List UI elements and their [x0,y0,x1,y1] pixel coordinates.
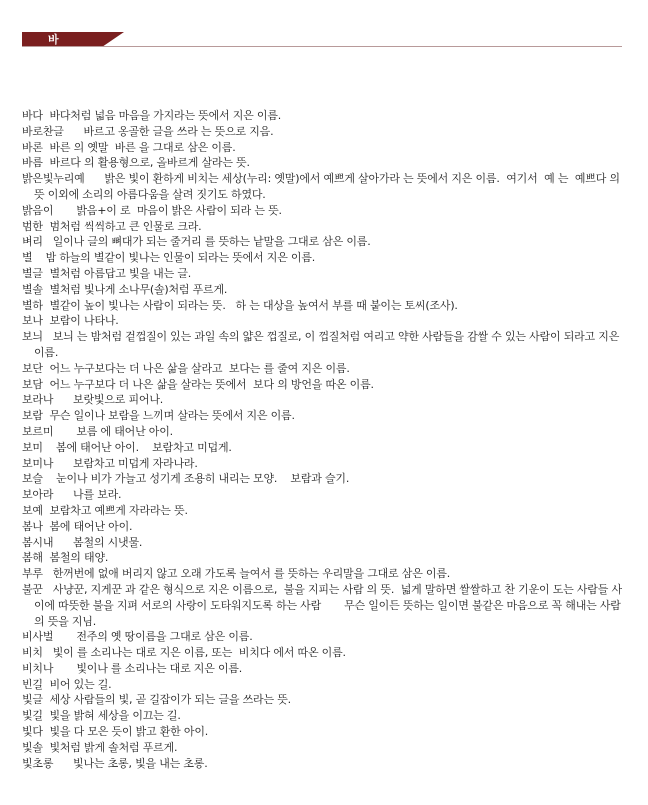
name-entry: 비치나 빛이나 를 소리나는 대로 지은 이름. [22,661,243,675]
name-entry-list [22,108,622,771]
name-entry: 밝음이 밝음+이 로 마음이 밝은 사람이 되라 는 뜻. [22,203,282,217]
name-entry: 보늬 보늬 는 밤처럼 겉껍질이 있는 과일 속의 얇은 껍질로, 이 껍질처럼 여리고 약한 사람들을 감쌀 수 있는 사람이 되라고 지은 이름. [22,330,623,359]
name-entry: 별솔 별처럼 빛나게 소나무(솔)처럼 푸르게. [22,282,228,296]
name-entry: 벼리 일이나 글의 뼈대가 되는 줄거리 를 뜻하는 낱말을 그대로 삼은 이름. [22,235,371,249]
section-header [22,32,622,48]
name-entry: 보담 어느 누구보다 더 나은 삶을 살라는 뜻에서 보다 의 방언을 따온 이름. [22,377,374,391]
name-entry: 보아라 나를 보라. [22,488,122,502]
name-entry: 바름 바르다 의 활용형으로, 올바르게 살라는 뜻. [22,156,250,170]
name-entry: 보르미 보름 에 태어난 아이. [22,424,173,438]
name-entry: 바론 바른 의 옛말 바른 을 그대로 삼은 이름. [22,140,236,154]
name-entry: 빛길 빛을 밝혀 세상을 이끄는 길. [22,709,181,723]
name-entry: 보나 보람이 나타나. [22,314,119,328]
name-entry: 별 밤 하늘의 별같이 빛나는 인물이 되라는 뜻에서 지은 이름. [22,251,316,265]
name-entry: 별글 별처럼 아름답고 빛을 내는 글. [22,266,192,280]
name-entry: 보람 무슨 일이나 보람을 느끼며 살라는 뜻에서 지은 이름. [22,409,295,423]
name-entry: 보예 보람차고 예쁘게 자라라는 뜻. [22,503,188,517]
name-entry: 범한 범처럼 씩씩하고 큰 인물로 크라. [22,219,202,233]
name-entry: 보라나 보랏빛으로 피어나. [22,393,164,407]
name-entry: 빛글 세상 사람들의 빛, 곧 길잡이가 되는 글을 쓰라는 뜻. [22,693,291,707]
name-entry: 보슬 눈이나 비가 가늘고 성기게 조용히 내리는 모양. 보람과 슬기. [22,472,350,486]
name-entry: 바다 바다처럼 넓음 마음을 가지라는 뜻에서 지은 이름. [22,109,282,122]
section-divider [22,46,622,47]
name-entry: 바로찬글 바르고 옹골한 글을 쓰라 는 뜻으로 지음. [22,124,274,138]
name-entry: 빛솔 빛처럼 밝게 솔처럼 푸르게. [22,740,178,754]
name-entry: 부루 한꺼번에 없애 버리지 않고 오래 가도록 늘여서 를 뜻하는 우리말을 그대로 삼은 이름. [22,567,451,581]
name-entry: 보미나 보람차고 미덥게 자라나라. [22,456,198,470]
name-entry: 별하 별같이 높이 빛나는 사람이 되라는 뜻. 하 는 대상을 높여서 부를 때 붙이는 토씨(조사). [22,298,458,312]
name-entry: 비사벌 전주의 옛 땅이름을 그대로 삼은 이름. [22,630,253,644]
section-title: 바 [22,32,102,47]
name-entry: 봄해 봄철의 태양. [22,551,109,565]
name-entry: 빈길 비어 있는 길. [22,677,112,691]
name-entry: 비치 빛이 를 소리나는 대로 지은 이름, 또는 비치다 에서 따온 이름. [22,646,346,660]
name-entry: 빛초롱 빛나는 초롱, 빛을 내는 초롱. [22,756,208,770]
name-entry: 보단 어느 누구보다는 더 나은 삶을 살라고 보다는 를 줄여 지은 이름. [22,361,350,375]
section-tab-slope [102,32,124,47]
name-entry: 봄나 봄에 태어난 아이. [22,519,133,533]
name-entry: 빛다 빛을 다 모은 듯이 밝고 환한 아이. [22,725,209,739]
name-entry: 밝은빛누리예 밝은 빛이 환하게 비치는 세상(누리: 옛말)에서 예쁘게 살아가라 는 뜻에서 지은 이름. 여기서 예 는 예쁘다 의 뜻 이외에 소리의 아름다움을 살려 짓기도 하였다. [22,172,624,201]
name-entry: 봄시내 봄철의 시냇물. [22,535,143,549]
name-entry: 보미 봄에 태어난 아이. 보람차고 미덥게. [22,440,232,454]
name-entry: 불꾼 사냥꾼, 지게꾼 과 같은 형식으로 지은 이름으로, 불을 지피는 사람 의 뜻. 넓게 말하면 쌀쌀하고 찬 기운이 도는 사람들 사이에 따뜻한 불을 지펴 서로의 사랑이 도타워지도록 하는 사람 무슨 일이든 뜻하는 일이면 불같은 마음으로 꼭 해내는 사람 의 뜻을 지님. [22,582,624,628]
